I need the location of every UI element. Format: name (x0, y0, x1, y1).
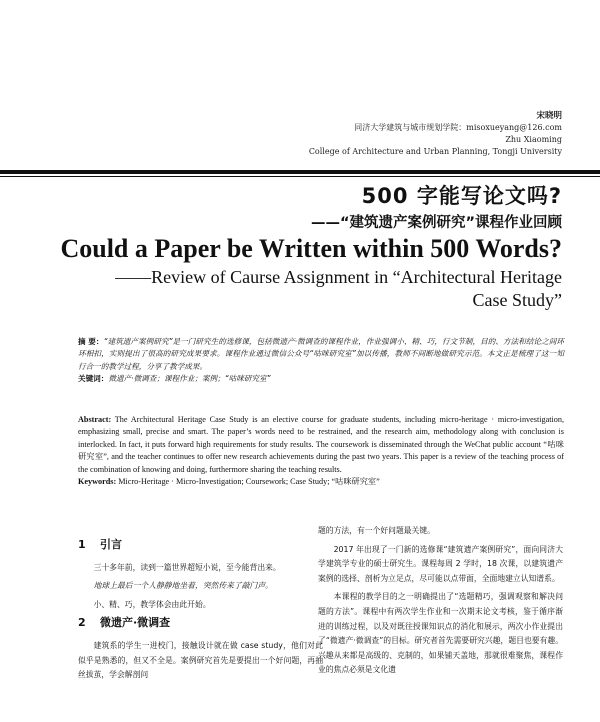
abstract-cn-text: “建筑遗产案例研究”是一门研究生的选修课，包括微遗产·微调查的课程作业，作业强调小、精、巧，行文节制，目的、方法和结论之间环环相扣，实则提出了很高的研究成果要求。课程作业通过微信公众号“咕咪研究室”加以传播，教师不间断地做研究示范。本文正是梳理了这一知行合一的教学过程，分享了教学成果。 (78, 337, 564, 371)
paragraph: 建筑系的学生一进校门，接触设计就在做 case study，他们对此似乎是熟悉的，但又不全是。案例研究首先是要提出一个好问题，再抽丝拔茧，学会解剖问 (78, 640, 323, 680)
author-affiliation-cn: 同济大学建筑与城市规划学院：misoxueyang@126.com (354, 123, 562, 132)
paragraph: 题的方法，有一个好问题最关键。 (318, 526, 435, 535)
keywords-cn-text: 微遗产·微调查；课程作业；案例；“咕咪研究室” (108, 374, 271, 384)
abstract-en-label: Abstract: (78, 415, 112, 424)
paragraph: 2017 年出现了一门新的选修课“建筑遗产案例研究”，面向同济大学建筑学专业的硕士研究生。课程每周 2 学时，18 次课，以建筑遗产案例的选择、剖析为立足点，尽可能以点带面，全面地建立认知谱系。 (318, 544, 563, 583)
author-name-cn: 宋晓明 (536, 111, 562, 121)
section-2-title: 微遗产·微调查 (100, 616, 171, 630)
body-right-column (318, 524, 563, 682)
paragraph-quote: 地球上最后一个人静静地坐着，突然传来了敲门声。 (93, 581, 273, 591)
section-2-heading (78, 616, 323, 631)
section-1-heading (78, 538, 323, 553)
section-1-title: 引言 (100, 538, 122, 551)
header-rule-thick (0, 170, 600, 174)
keywords-cn-label: 关键词： (78, 374, 109, 384)
author-affiliation-en: College of Architecture and Urban Planning, Tongji University (308, 147, 562, 156)
subtitle-cn: ——“建筑遗产案例研究”课程作业回顾 (310, 215, 562, 231)
keywords-en-text: Micro-Heritage · Micro-Investigation; Coursework; Case Study; “咕咪研究室” (118, 477, 380, 487)
author-block (309, 110, 562, 158)
abstract-cn-label: 摘 要： (78, 337, 104, 346)
abstract-en (78, 414, 564, 488)
body-left-column (78, 534, 323, 687)
keywords-en-label: Keywords: (78, 477, 117, 487)
subtitle-en: ——Review of Caurse Assignment in “Architectural Heritage Case Study” (115, 267, 562, 310)
title-en: Could a Paper be Written within 500 Words? (60, 234, 562, 263)
section-1-number: 1 (78, 538, 86, 551)
header-rule-thin (0, 176, 600, 177)
title-cn: 500 字能写论文吗? (361, 184, 562, 208)
paragraph: 三十多年前，读到一篇世界超短小说，至今能背出来。 (93, 562, 281, 572)
paragraph: 本课程的教学目的之一明确提出了“选题精巧，强调观察和解决问题的方法”。课程中有两次学生作业和一次期末论文考核，鉴于循序渐进的训练过程，以及对既往授课知识点的消化和展示，两次小作业提出了“微遗产·微调查”的目标。研究者首先需要研究兴趣，题目也要有趣。兴趣从来都是高级的、克制的，如果铺天盖地，那就很难聚焦，课程作业的焦点必须是文化遗 (318, 592, 563, 675)
author-name-en: Zhu Xiaoming (505, 135, 562, 144)
abstract-cn (78, 336, 564, 386)
abstract-en-text: The Architectural Heritage Case Study is an elective course for graduate students, including micro-heritage · micro-investigation, emphasizing small, precise and smart. The paper’s words need to be restrained, and the research aim, methodology along with conclusion is interlocked. In fact, it puts forward high requirements for study results. The coursework is disseminated through the WeChat public account “咕咪研究室”, and the teacher continues to offer new research achievements during the past two years. This paper is a review of the teaching process of the combination of knowing and doing, furthermore sharing the teaching results. (78, 415, 565, 474)
section-2-number: 2 (78, 616, 86, 630)
paragraph: 小、精、巧，教学体会由此开始。 (93, 599, 211, 609)
